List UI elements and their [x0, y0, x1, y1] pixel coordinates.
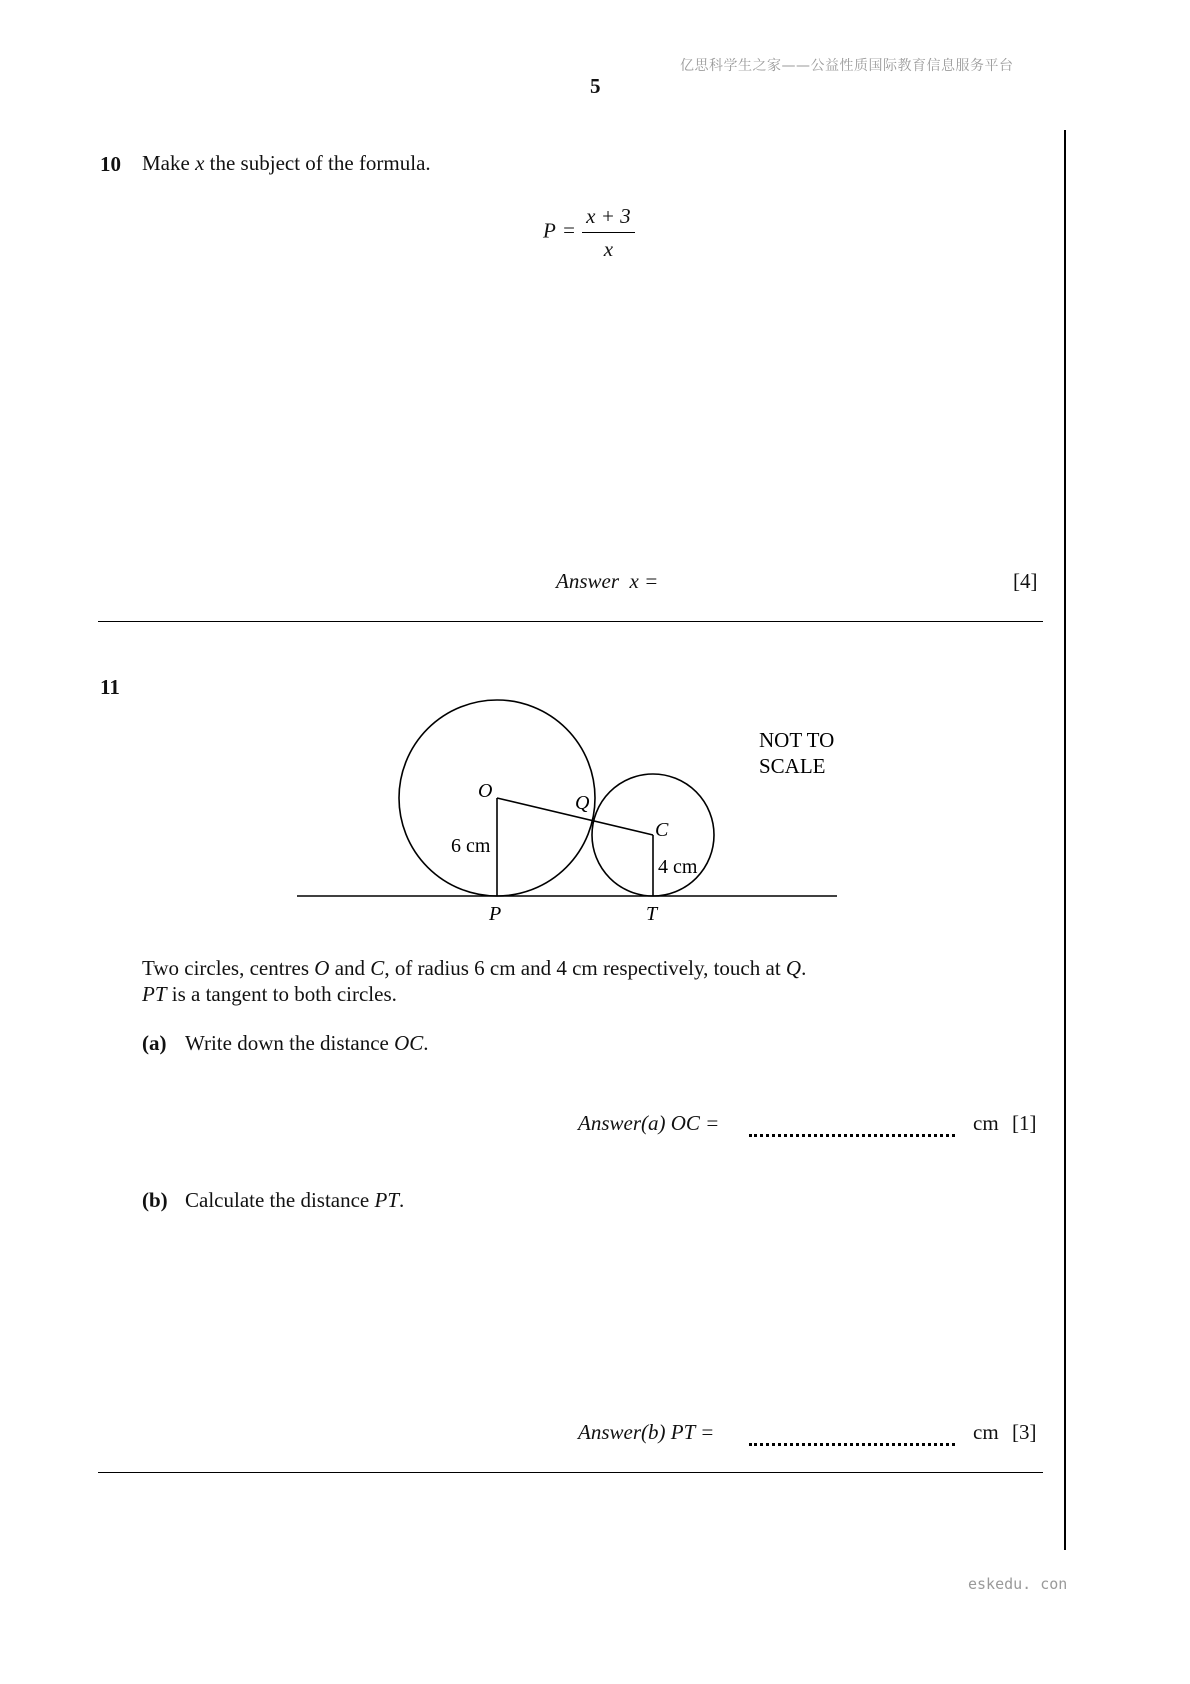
intro-variable: O	[314, 956, 330, 980]
part-b-question	[185, 1187, 404, 1213]
intro-variable: PT	[142, 982, 167, 1006]
prompt-text: Make	[142, 151, 196, 175]
question-variable: PT	[374, 1188, 400, 1212]
answer-dotted-line[interactable]	[749, 1130, 955, 1137]
question-text: Calculate the distance	[185, 1188, 375, 1212]
part-a-unit: cm	[973, 1111, 999, 1135]
not-to-scale-line1: NOT TO	[759, 728, 835, 752]
label-Q: Q	[575, 792, 590, 814]
question-11-number: 11	[100, 675, 120, 699]
formula-lhs: P	[543, 218, 556, 243]
prompt-variable: x	[195, 151, 205, 175]
intro-text: , of radius 6 cm and 4 cm respectively, touch at	[384, 956, 786, 980]
intro-variable: C	[370, 956, 385, 980]
part-b-label	[142, 1187, 168, 1213]
formula-equals: =	[563, 218, 575, 243]
question-text: Write down the distance	[185, 1031, 395, 1055]
label-T: T	[646, 903, 658, 925]
intro-text: is a tangent to both circles.	[166, 982, 397, 1006]
intro-line-1	[142, 955, 1042, 981]
question-10-number: 10	[100, 152, 121, 176]
part-b-unit: cm	[973, 1420, 999, 1444]
part-a-question	[185, 1030, 429, 1056]
part-a-marker: (a)	[142, 1031, 167, 1055]
label-P: P	[489, 903, 502, 925]
part-b-marker: (b)	[142, 1188, 168, 1212]
header-watermark: 亿思科学生之家——公益性质国际教育信息服务平台	[680, 58, 1014, 74]
formula-numerator: x + 3	[582, 203, 635, 233]
label-4cm: 4 cm	[658, 856, 698, 878]
not-to-scale-line2: SCALE	[759, 754, 826, 778]
answer-label: Answer	[556, 569, 619, 593]
answer-variable: x =	[629, 569, 659, 593]
part-b-marks: [3]	[1012, 1420, 1037, 1444]
part-b-answer-line[interactable]	[749, 1433, 955, 1451]
label-O: O	[478, 780, 493, 802]
formula-denominator: x	[603, 237, 614, 261]
intro-text: and	[329, 956, 371, 980]
answer-dotted-line[interactable]	[749, 1439, 955, 1446]
label-6cm: 6 cm	[451, 835, 491, 857]
part-a-label	[142, 1030, 167, 1056]
footer-site: eskedu. con	[968, 1575, 1068, 1593]
part-b-answer-label: Answer(b) PT =	[578, 1420, 715, 1444]
part-a-answer-line[interactable]	[749, 1124, 955, 1142]
question-10-marks: [4]	[1013, 569, 1038, 593]
intro-line-2	[142, 981, 1042, 1007]
part-a-marks: [1]	[1012, 1111, 1037, 1135]
intro-text: Two circles, centres	[142, 956, 315, 980]
question-text: .	[423, 1031, 429, 1055]
section-divider	[98, 1472, 1043, 1473]
question-text: .	[399, 1188, 405, 1212]
page-number: 5	[590, 74, 601, 98]
question-11-intro	[142, 955, 1042, 1007]
prompt-text: the subject of the formula.	[204, 151, 431, 175]
intro-text: .	[801, 956, 807, 980]
part-a-answer-label: Answer(a) OC =	[578, 1111, 720, 1135]
label-C: C	[655, 819, 669, 841]
intro-variable: Q	[785, 956, 802, 980]
question-variable: OC	[394, 1031, 424, 1055]
